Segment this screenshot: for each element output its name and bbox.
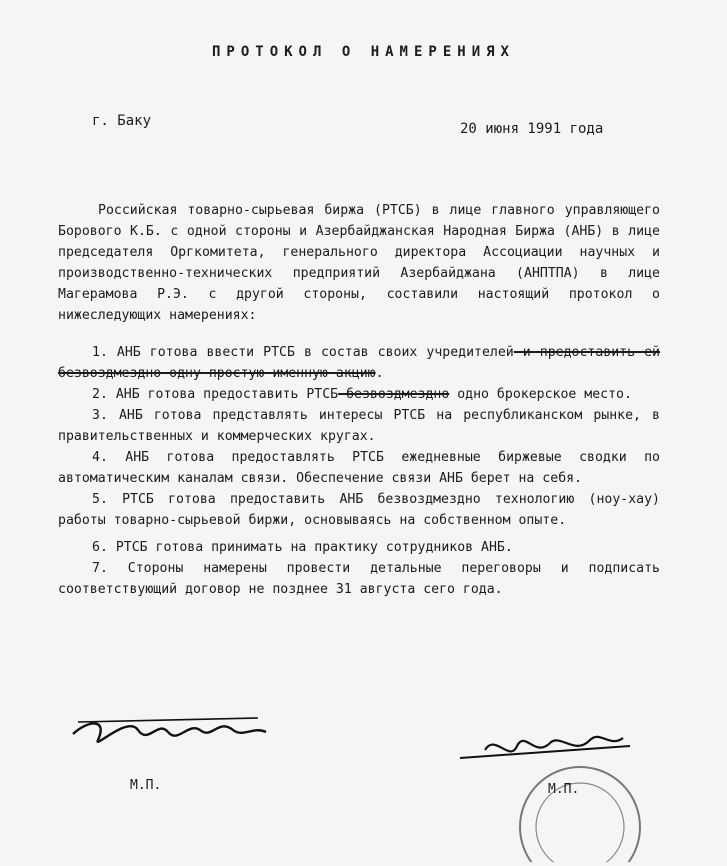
item-text: 5. РТСБ готова предоставить АНБ безвоздмездно технологию (ноу-хау) работы товарно-сырьевой биржи, основываясь на собственном опыте. — [58, 492, 660, 528]
item-text: 4. АНБ готова предоставлять РТСБ ежедневные биржевые сводки по автоматическим каналам связи. Обеспечение связи АНБ берет на себя. — [58, 450, 660, 486]
struck-text: безвоздмездно — [338, 387, 450, 402]
list-item — [58, 489, 660, 531]
item-text: 6. РТСБ готова принимать на практику сотрудников АНБ. — [92, 540, 513, 555]
city-line: г. Баку — [92, 113, 152, 129]
list-item — [58, 447, 660, 489]
item-text: 3. АНБ готова представлять интересы РТСБ на республиканском рынке, в правительственных и коммерческих кругах. — [58, 408, 660, 444]
signature-right — [455, 718, 635, 778]
signature-left — [68, 700, 278, 760]
intro-paragraph: Российская товарно-сырьевая биржа (РТСБ) в лице главного управляющего Борового К.Б. с одной стороны и Азербайджанская Народная Биржа (АНБ) в лице председателя Оргкомитета, генерального директора Ассоциации научных и производственно-технических предприятий Азербайджана (АНПТПА) в лице Магерамова Р.Э. с другой стороны, составили настоящий протокол о нижеследующих намерениях: — [58, 203, 660, 323]
item-text: 2. АНБ готова предоставить РТСБ — [92, 387, 339, 402]
item-text-end: одно брокерское место. — [449, 387, 632, 402]
stamp-label-left: М.П. — [130, 778, 162, 793]
document-body — [58, 200, 660, 600]
document-title: ПРОТОКОЛ О НАМЕРЕНИЯХ — [211, 44, 515, 60]
struck-text: и предоставить ей безвоздмездно одну простую именную акцию — [58, 345, 660, 381]
list-item — [58, 537, 660, 558]
list-item — [58, 384, 660, 405]
item-text: 7. Стороны намерены провести детальные переговоры и подписать соответствующий договор не позднее 31 августа сего года. — [58, 561, 660, 597]
stamp-label-right: М.П. — [548, 782, 580, 797]
date-line: 20 июня 1991 года — [460, 121, 604, 137]
item-text-end: . — [375, 366, 384, 381]
list-item — [58, 342, 660, 384]
item-text: 1. АНБ готова ввести РТСБ в состав своих учредителей — [92, 345, 514, 360]
list-item — [58, 558, 660, 600]
list-item — [58, 405, 660, 447]
